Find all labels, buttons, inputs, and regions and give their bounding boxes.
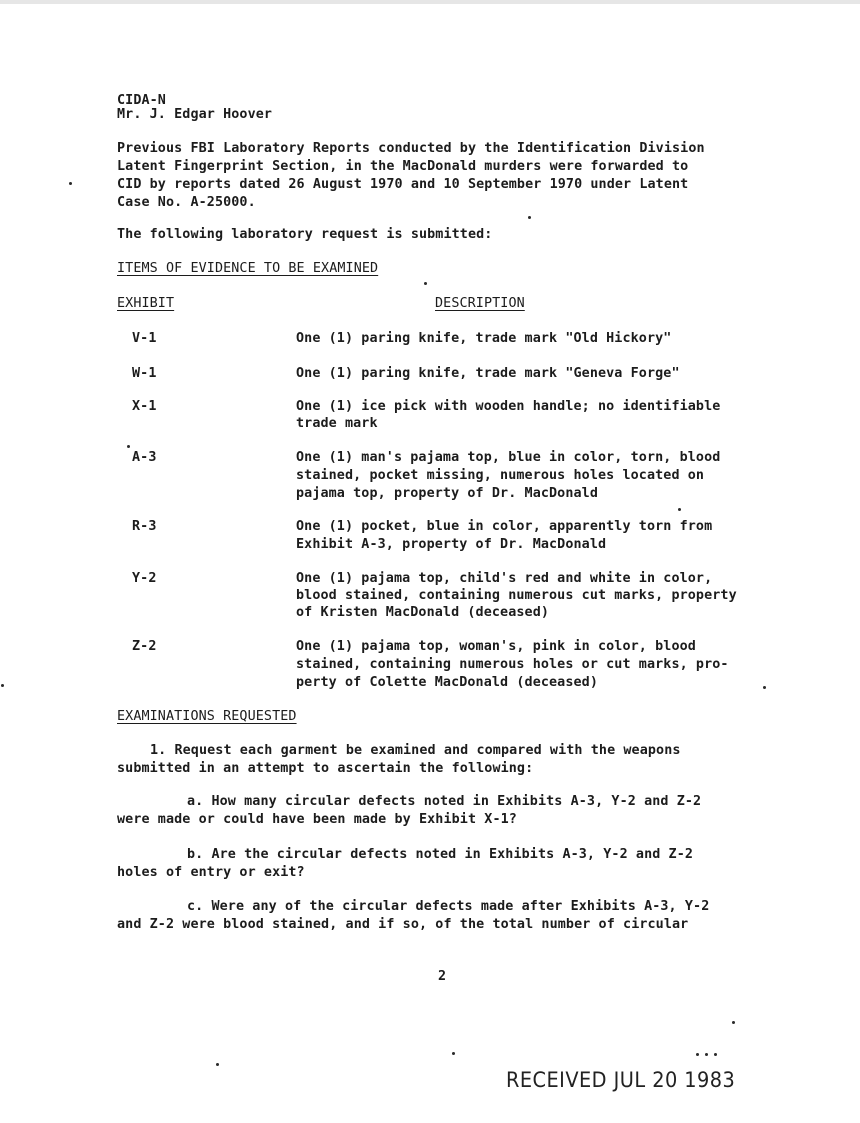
request-line: The following laboratory request is submitted: (117, 227, 493, 242)
exam-item-1-line-2: submitted in an attempt to ascertain the following: (117, 761, 534, 776)
exhibit-id-r3: R-3 (132, 519, 157, 534)
exhibit-desc-a3-line-2: stained, pocket missing, numerous holes located on (296, 468, 705, 483)
exhibit-id-w1: W-1 (132, 366, 157, 381)
exhibit-desc-y2-line-3: of Kristen MacDonald (deceased) (296, 605, 550, 620)
evidence-heading: ITEMS OF EVIDENCE TO BE EXAMINED (117, 261, 379, 276)
exhibit-desc-z2-line-2: stained, containing numerous holes or cut marks, pro- (296, 657, 729, 672)
exam-item-b-line-2: holes of entry or exit? (117, 865, 305, 880)
page-number: 2 (438, 969, 447, 984)
scan-edge (0, 0, 860, 4)
exhibit-desc-w1-line-1: One (1) paring knife, trade mark "Geneva Forge" (296, 366, 680, 381)
exam-item-1-line-1: 1. Request each garment be examined and compared with the weapons (150, 743, 681, 758)
exhibit-column-header: EXHIBIT (117, 296, 175, 311)
exhibit-desc-v1-line-1: One (1) paring knife, trade mark "Old Hickory" (296, 331, 672, 346)
scan-speck (424, 282, 427, 285)
scan-speck (763, 686, 766, 689)
addressee: Mr. J. Edgar Hoover (117, 107, 273, 122)
exam-item-c-line-2: and Z-2 were blood stained, and if so, of the total number of circular (117, 917, 689, 932)
scan-speck (452, 1052, 455, 1055)
exhibit-desc-x1-line-2: trade mark (296, 416, 378, 431)
exhibit-desc-z2-line-1: One (1) pajama top, woman's, pink in color, blood (296, 639, 696, 654)
routing-code: CIDA-N (117, 93, 166, 108)
intro-line-4: Case No. A-25000. (117, 195, 256, 210)
exam-item-a-line-1: a. How many circular defects noted in Exhibits A-3, Y-2 and Z-2 (187, 794, 702, 809)
exhibit-desc-z2-line-3: perty of Colette MacDonald (deceased) (296, 675, 598, 690)
scan-speck (127, 445, 130, 448)
exhibit-id-y2: Y-2 (132, 571, 157, 586)
scan-speck (714, 1053, 717, 1056)
exam-item-a-line-2: were made or could have been made by Exhibit X-1? (117, 812, 517, 827)
exam-item-c-line-1: c. Were any of the circular defects made after Exhibits A-3, Y-2 (187, 899, 710, 914)
exhibit-desc-r3-line-2: Exhibit A-3, property of Dr. MacDonald (296, 537, 607, 552)
scan-speck (696, 1053, 699, 1056)
exam-item-b-line-1: b. Are the circular defects noted in Exhibits A-3, Y-2 and Z-2 (187, 847, 694, 862)
scan-speck (216, 1063, 219, 1066)
scan-speck (705, 1053, 708, 1056)
scan-speck (1, 684, 4, 687)
intro-line-1: Previous FBI Laboratory Reports conducted by the Identification Division (117, 141, 705, 156)
exhibit-desc-a3-line-3: pajama top, property of Dr. MacDonald (296, 486, 598, 501)
exhibit-id-a3: A-3 (132, 450, 157, 465)
exhibit-id-v1: V-1 (132, 331, 157, 346)
received-stamp: RECEIVED JUL 20 1983 (506, 1068, 736, 1092)
exhibit-desc-y2-line-2: blood stained, containing numerous cut marks, property (296, 588, 737, 603)
intro-line-3: CID by reports dated 26 August 1970 and 10 September 1970 under Latent (117, 177, 689, 192)
exhibit-id-x1: X-1 (132, 399, 157, 414)
scan-speck (528, 216, 531, 219)
scan-speck (678, 508, 681, 511)
examinations-heading: EXAMINATIONS REQUESTED (117, 709, 297, 724)
scan-speck (69, 182, 72, 185)
scan-speck (732, 1021, 735, 1024)
exhibit-desc-a3-line-1: One (1) man's pajama top, blue in color, torn, blood (296, 450, 721, 465)
exhibit-desc-y2-line-1: One (1) pajama top, child's red and white in color, (296, 571, 713, 586)
intro-line-2: Latent Fingerprint Section, in the MacDonald murders were forwarded to (117, 159, 689, 174)
description-column-header: DESCRIPTION (435, 296, 525, 311)
exhibit-desc-r3-line-1: One (1) pocket, blue in color, apparently torn from (296, 519, 713, 534)
exhibit-id-z2: Z-2 (132, 639, 157, 654)
exhibit-desc-x1-line-1: One (1) ice pick with wooden handle; no identifiable (296, 399, 721, 414)
